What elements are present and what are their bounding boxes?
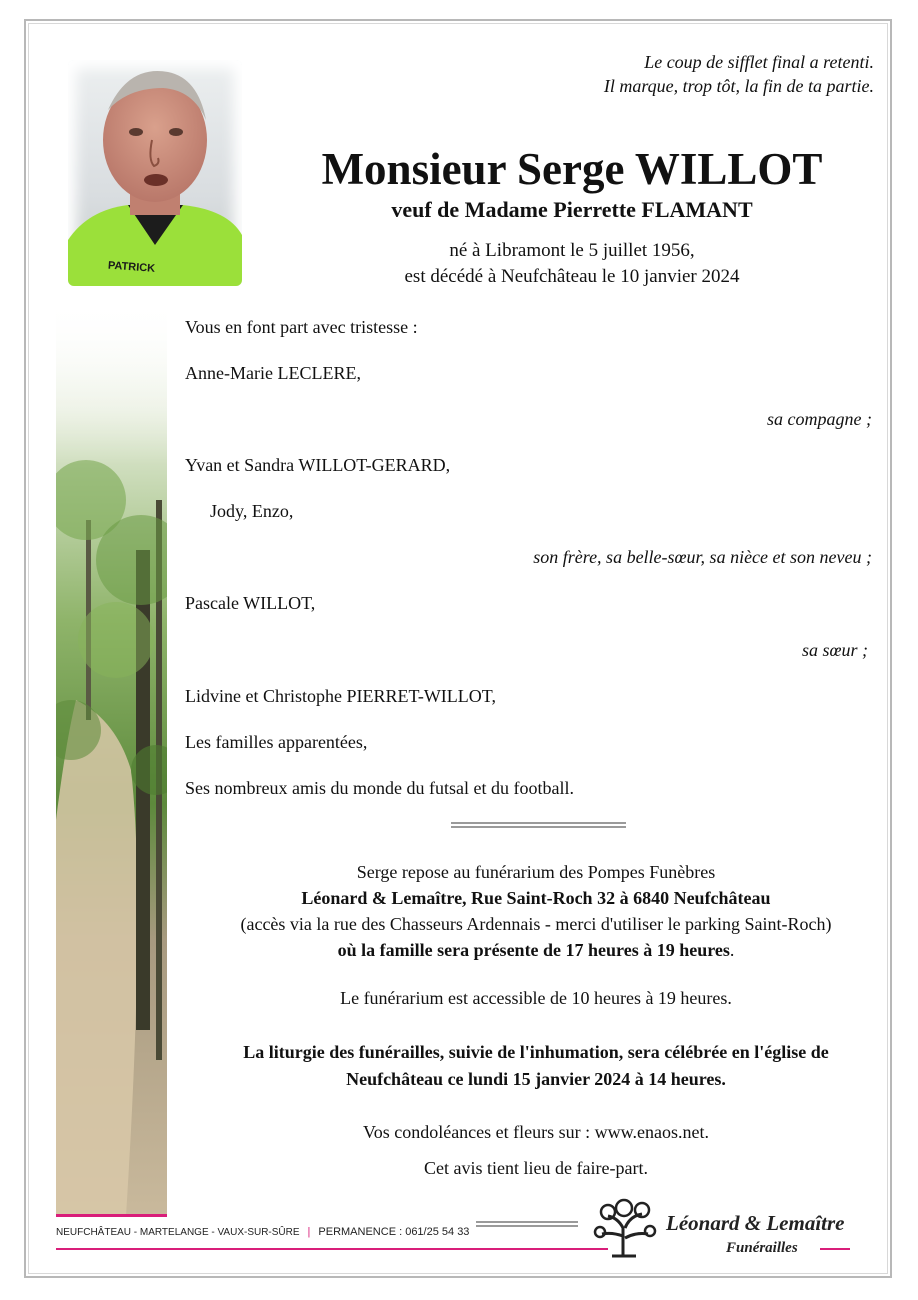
footer-pink-rule — [56, 1248, 608, 1250]
presence-line — [185, 937, 887, 963]
family-member-3: Pascale WILLOT, — [185, 593, 316, 613]
forest-path-image — [56, 300, 167, 1216]
epigraph-line-1: Le coup de sifflet final a retenti. — [644, 52, 874, 72]
opening-hours: Le funérarium est accessible de 10 heures à 19 heures. — [340, 988, 732, 1008]
footer-contact — [56, 1225, 469, 1240]
family-intro: Vous en font part avec tristesse : — [185, 317, 418, 337]
extended-families: Les familles apparentées, — [185, 732, 368, 752]
company-logo-name: Léonard & Lemaître — [666, 1211, 845, 1235]
presence-hours: où la famille sera présente de 17 heures à 19 heures — [337, 940, 730, 960]
family-children: Jody, Enzo, — [210, 501, 294, 521]
shirt-text: PATRICK — [107, 259, 156, 275]
rest-line: Serge repose au funérarium des Pompes Funèbres — [356, 862, 716, 882]
relation-3: sa sœur ; — [801, 640, 868, 660]
portrait-photo — [68, 60, 242, 286]
footer-permanence: PERMANENCE : 061/25 54 33 — [318, 1226, 470, 1238]
family-member-2: Yvan et Sandra WILLOT-GERARD, — [185, 455, 451, 475]
liturgy-line-1: La liturgie des funérailles, suivie de l'inhumation, sera célébrée en l'église de — [243, 1042, 829, 1062]
access-info: (accès via la rue des Chasseurs Ardennais - merci d'utiliser le parking Saint-Roch) — [240, 914, 832, 934]
condolences-line: Vos condoléances et fleurs sur : www.enaos.net. — [363, 1122, 709, 1142]
presence-period: . — [729, 940, 735, 960]
notice-line: Cet avis tient lieu de faire-part. — [424, 1158, 648, 1178]
family-member-4: Lidvine et Christophe PIERRET-WILLOT, — [185, 686, 496, 706]
funeral-home-address: Léonard & Lemaître, Rue Saint-Roch 32 à 6840 Neufchâteau — [301, 888, 771, 908]
section-divider — [451, 822, 626, 828]
footer-locations: NEUFCHÂTEAU - MARTELANGE - VAUX-SUR-SÛRE — [56, 1227, 300, 1238]
family-member-1: Anne-Marie LECLERE, — [185, 363, 361, 383]
deceased-name: Monsieur Serge WILLOT — [321, 144, 823, 194]
epigraph — [604, 50, 874, 98]
spouse-line: veuf de Madame Pierrette FLAMANT — [391, 197, 753, 222]
birth-line: né à Libramont le 5 juillet 1956, — [449, 240, 695, 261]
footer-accent-bar — [56, 1214, 167, 1217]
death-line: est décédé à Neufchâteau le 10 janvier 2024 — [404, 266, 740, 287]
tree-logo-icon — [590, 1198, 660, 1263]
relation-1: sa compagne ; — [767, 409, 872, 429]
friends-line: Ses nombreux amis du monde du futsal et du football. — [185, 778, 574, 798]
relation-2: son frère, sa belle-sœur, sa nièce et son neveu ; — [533, 547, 872, 567]
footer-separator: | — [307, 1226, 311, 1238]
footer-pink-rule-end — [820, 1248, 850, 1250]
epigraph-line-2: Il marque, trop tôt, la fin de ta partie. — [603, 76, 874, 96]
liturgy-line-2: Neufchâteau ce lundi 15 janvier 2024 à 14 heures. — [346, 1069, 726, 1089]
company-logo-subtitle: Funérailles — [722, 1239, 802, 1257]
footer-grey-rule — [476, 1221, 578, 1227]
